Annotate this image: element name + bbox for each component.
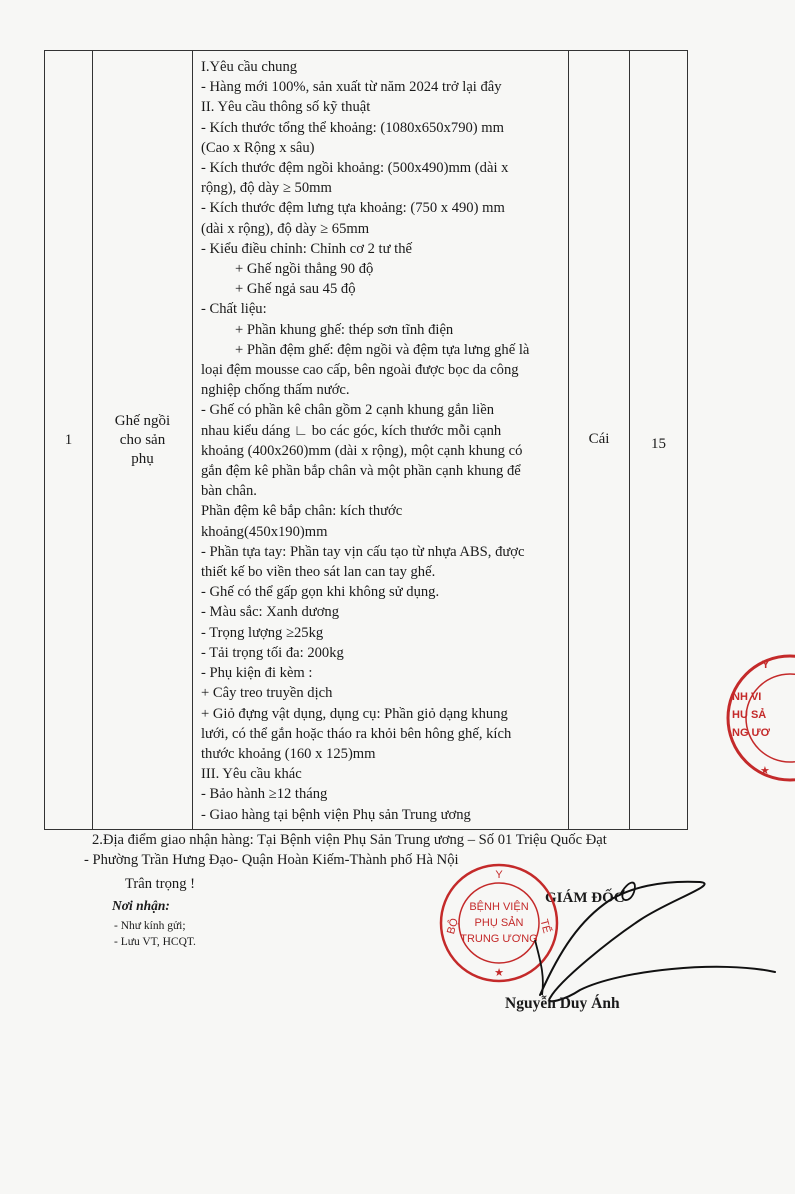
spec-line: - Chất liệu: — [201, 301, 267, 318]
spec-line: - Màu sắc: Xanh dương — [201, 604, 340, 621]
spec-line: (dài x rộng), độ dày ≥ 65mm — [201, 220, 370, 237]
spec-line: - Phụ kiện đi kèm : — [201, 665, 313, 682]
spec-line: + Phần khung ghế: thép sơn tĩnh điện — [235, 321, 454, 338]
spec-line: - Bảo hành ≥12 tháng — [201, 786, 328, 803]
spec-line: II. Yêu cầu thông số kỹ thuật — [201, 99, 371, 116]
stamp-left-letters: BỘ — [445, 917, 461, 936]
spec-line: gắn đệm kê phần bắp chân và một phần cạnh khung để — [201, 463, 521, 480]
regards-text: Trân trọng ! — [125, 876, 195, 892]
spec-line: I.Yêu cầu chung — [201, 59, 298, 75]
spec-line: loại đệm mousse cao cấp, bên ngoài được bọc da công — [201, 362, 519, 379]
item-name-line: cho sản — [119, 431, 166, 448]
spec-line: khoảng (400x260)mm (dài x rộng), một cạnh khung có — [201, 442, 523, 459]
spec-line: nhau kiểu dáng ∟ bo các góc, kích thước mỗi cạnh — [201, 422, 502, 439]
spec-line: + Ghế ngả sau 45 độ — [235, 281, 356, 298]
spec-line: (Cao x Rộng x sâu) — [201, 139, 315, 156]
spec-line: rộng), độ dày ≥ 50mm — [201, 180, 332, 197]
spec-line: bàn chân. — [201, 483, 257, 500]
handwritten-signature — [520, 860, 780, 1010]
edge-stamp-star-icon: ★ — [760, 765, 770, 777]
spec-line: - Kiểu điều chỉnh: Chỉnh cơ 2 tư thế — [201, 240, 412, 257]
signer-name: Nguyễn Duy Ánh — [505, 995, 620, 1012]
edge-stamp-line: NG ƯƠ — [732, 727, 771, 739]
spec-line: III. Yêu cầu khác — [201, 766, 302, 783]
spec-line: + Phần đệm ghế: đệm ngồi và đệm tựa lưng ghế là — [235, 341, 530, 358]
spec-line: - Kích thước đệm ngồi khoảng: (500x490)mm (dài x — [201, 160, 509, 177]
spec-line: + Ghế ngồi thẳng 90 độ — [235, 261, 374, 278]
spec-line: - Trọng lượng ≥25kg — [201, 624, 324, 641]
spec-line: thước khoảng (160 x 125)mm — [201, 745, 376, 762]
signer-title: GIÁM ĐỐC — [545, 890, 625, 906]
spec-line: - Giao hàng tại bệnh viện Phụ sản Trung ương — [201, 806, 471, 823]
edge-stamp-line: HU SẢ — [732, 709, 767, 721]
spec-line: Phần đệm kê bắp chân: kích thước — [201, 503, 403, 520]
recipients-title: Nơi nhận: — [112, 898, 170, 913]
recipient-item: - Như kính gửi; — [114, 920, 186, 932]
table-row — [45, 51, 688, 830]
edge-stamp — [722, 648, 795, 788]
spec-line: - Kích thước đệm lưng tựa khoảng: (750 x 490) mm — [201, 200, 505, 217]
spec-line: - Tải trọng tối đa: 200kg — [201, 644, 344, 661]
spec-line: khoảng(450x190)mm — [201, 523, 328, 540]
item-specification — [193, 51, 569, 830]
address-line: 2.Địa điểm giao nhận hàng: Tại Bệnh viện Phụ Sản Trung ương – Số 01 Triệu Quốc Đạt — [92, 832, 607, 848]
edge-stamp-top: Y — [762, 659, 770, 671]
stamp-star-icon: ★ — [494, 967, 504, 979]
spec-table — [44, 50, 688, 830]
spec-line: - Phần tựa tay: Phần tay vịn cấu tạo từ nhựa ABS, được — [201, 543, 525, 560]
address-line: - Phường Trần Hưng Đạo- Quận Hoàn Kiếm-Thành phố Hà Nội — [84, 852, 459, 868]
stamp-line: TRUNG ƯƠNG — [460, 933, 538, 945]
spec-line: - Kích thước tổng thể khoảng: (1080x650x790) mm — [201, 119, 504, 136]
item-name-line: Ghế ngồi — [114, 412, 171, 429]
spec-line: thiết kế bo viền theo sát lan can tay ghế. — [201, 564, 436, 581]
stamp-line: PHỤ SẢN — [474, 917, 524, 929]
item-unit: Cái — [569, 51, 630, 830]
spec-line: + Cây treo truyền dịch — [201, 685, 333, 702]
row-number: 1 — [45, 51, 93, 830]
recipient-item: - Lưu VT, HCQT. — [114, 936, 196, 948]
item-quantity: 15 — [630, 51, 688, 830]
stamp-line: BỆNH VIỆN — [469, 901, 529, 913]
stamp-right-letter: TẾ — [537, 917, 553, 935]
item-name-line: phụ — [131, 450, 154, 467]
spec-line: + Giỏ đựng vật dụng, dụng cụ: Phần giỏ dạng khung — [201, 705, 508, 722]
item-name — [93, 51, 193, 830]
stamp-top-letter: Y — [495, 869, 503, 881]
edge-stamp-line: NH VI — [732, 691, 762, 703]
spec-line: - Hàng mới 100%, sản xuất từ năm 2024 trở lại đây — [201, 79, 502, 96]
spec-line: - Ghế có phần kê chân gồm 2 cạnh khung gắn liền — [201, 402, 495, 419]
spec-line: nghiệp chống thấm nước. — [201, 382, 350, 399]
spec-line: - Ghế có thể gấp gọn khi không sử dụng. — [201, 584, 440, 601]
spec-line: lưới, có thể gắn hoặc tháo ra khỏi bên hông ghế, kích — [201, 725, 512, 742]
